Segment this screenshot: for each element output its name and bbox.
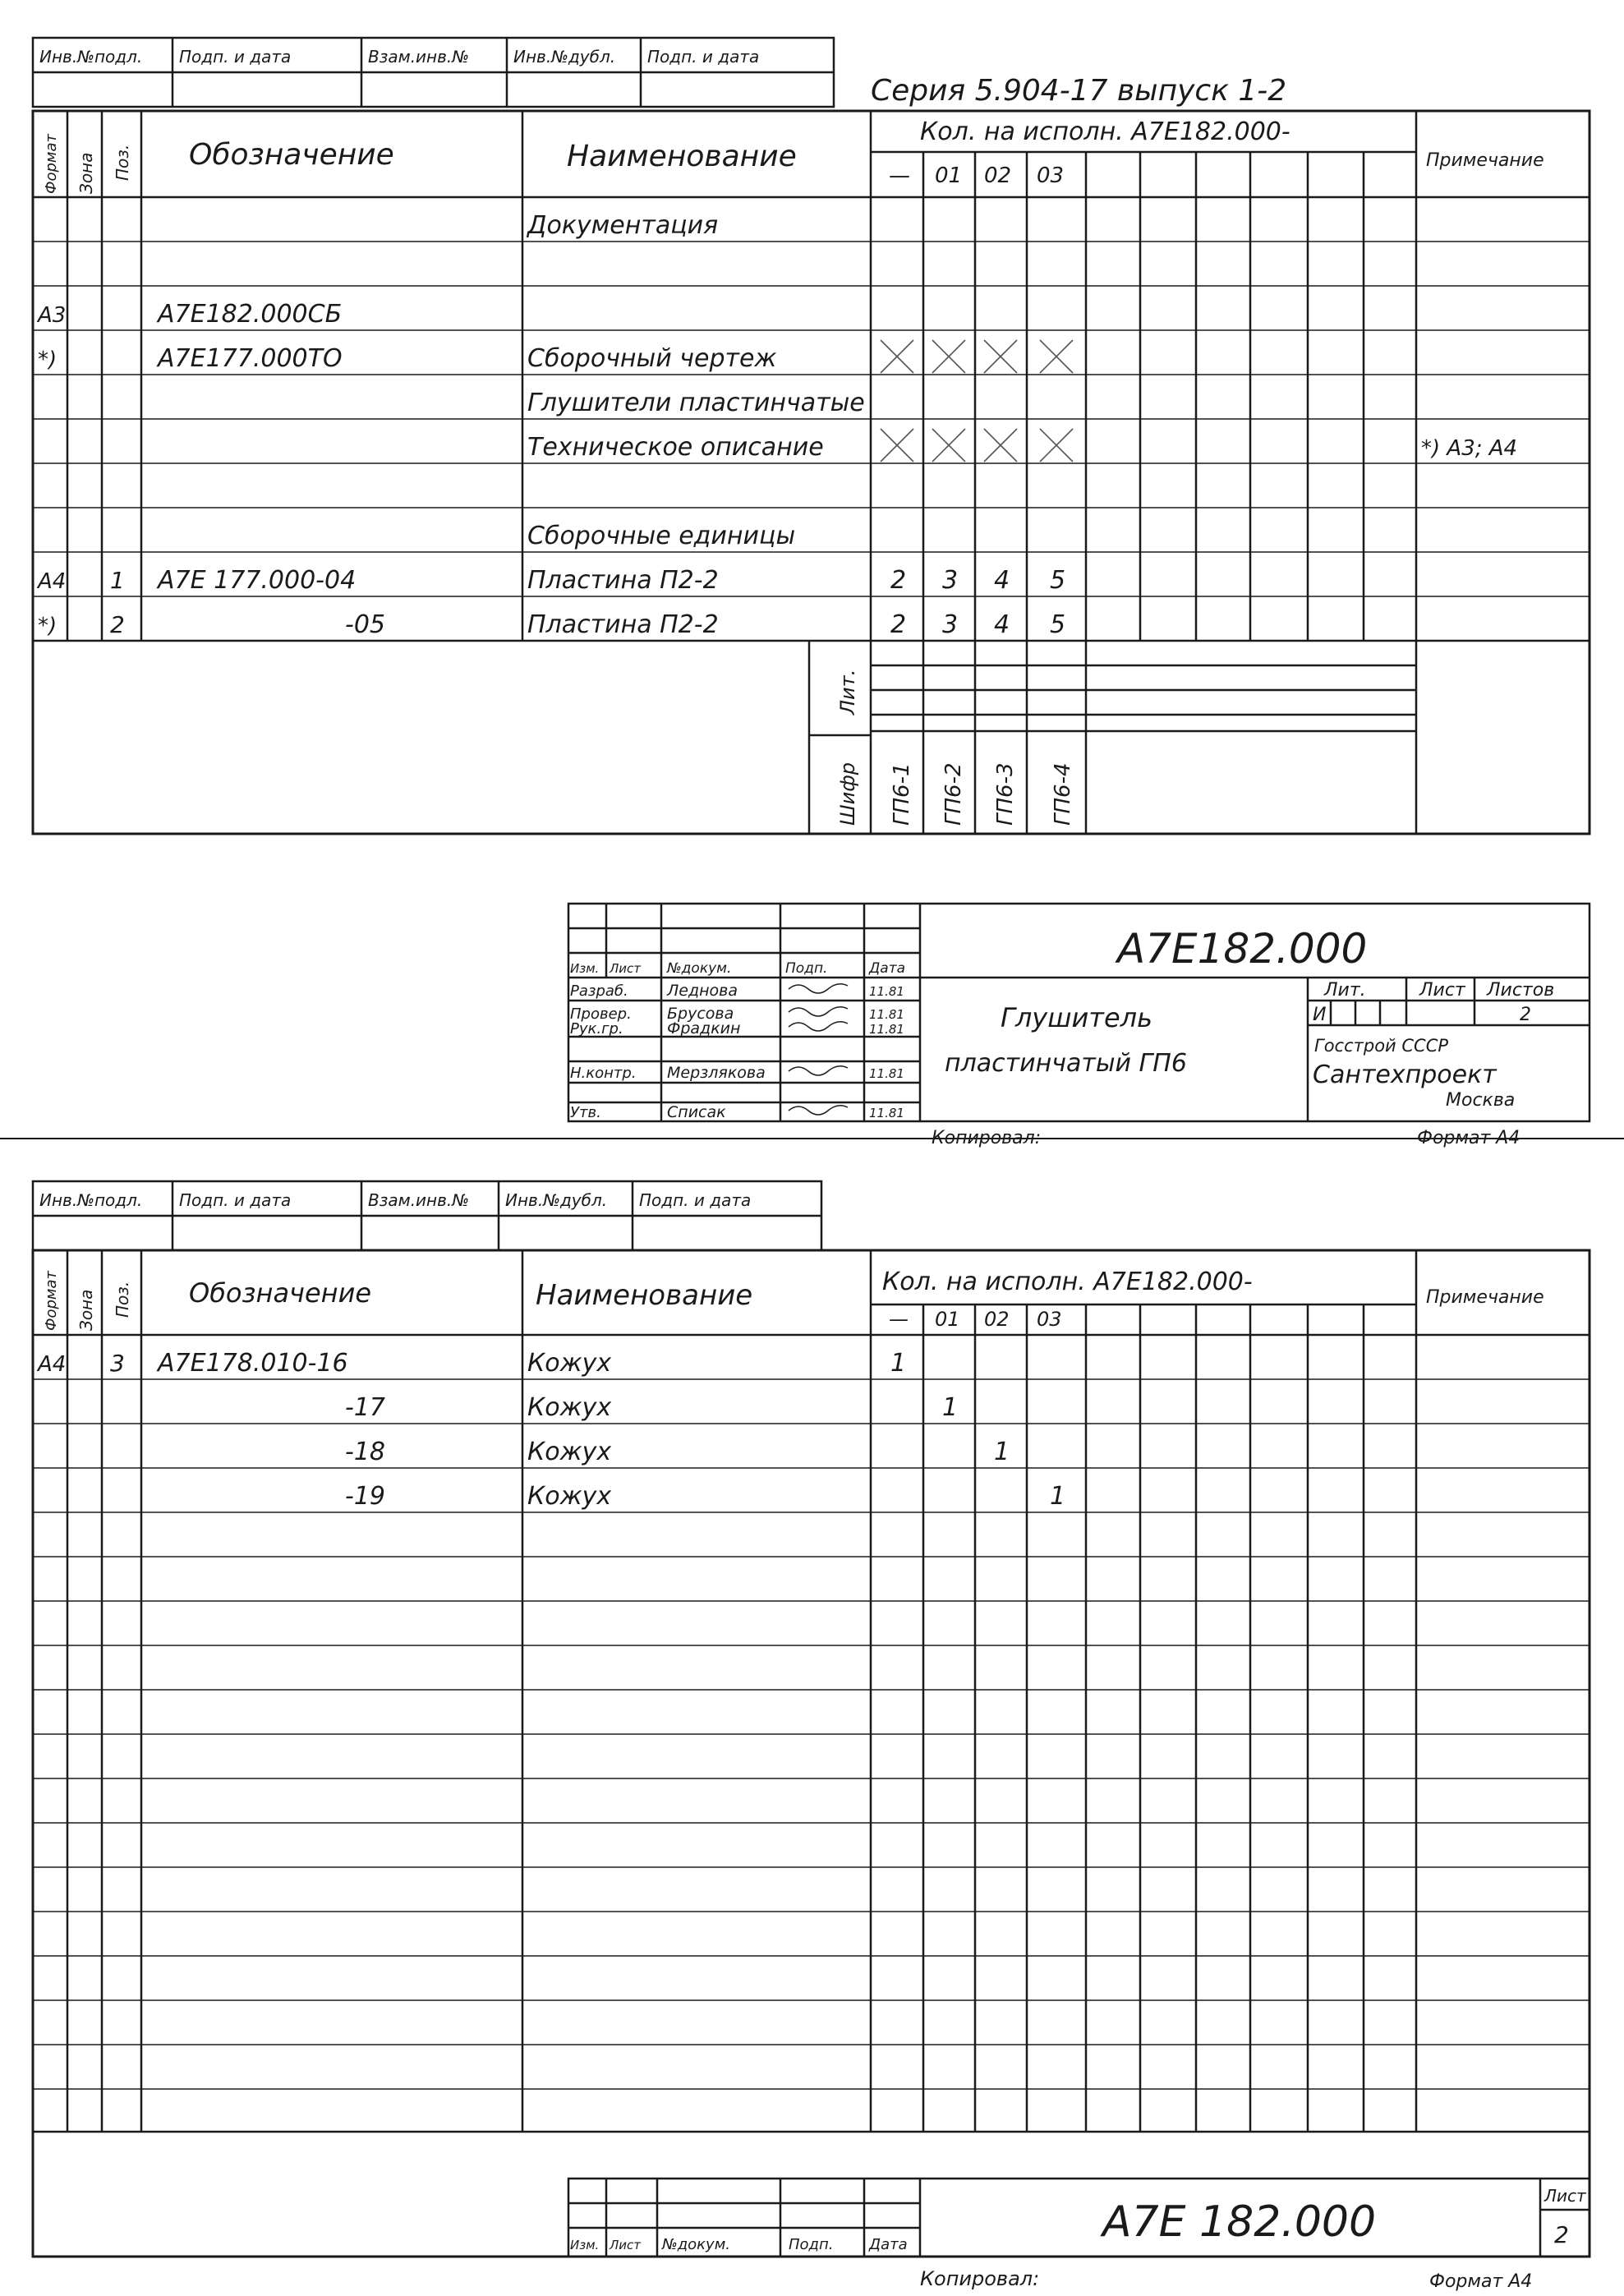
org-line2: Сантехпроект <box>1313 1061 1497 1089</box>
row-designation: -19 <box>345 1482 385 1511</box>
series-line: Серия 5.904-17 выпуск 1-2 <box>871 74 1287 108</box>
header2-note: Примечание <box>1426 1287 1544 1308</box>
row-pos: 3 <box>110 1350 125 1377</box>
sig-role: Н.контр. <box>570 1065 637 1082</box>
row-name: Глушители пластинчатые <box>527 389 865 417</box>
sig-date: 11.81 <box>869 1066 904 1081</box>
row-qty-3: 5 <box>1050 610 1066 639</box>
header2-variant-1: 01 <box>935 1308 960 1331</box>
row-name: Документация <box>527 211 719 240</box>
row-designation: А7Е182.000СБ <box>158 300 343 329</box>
row-qty-1: 3 <box>942 610 959 639</box>
format2-label: Формат А4 <box>1429 2271 1533 2292</box>
title-sheet-header: Лист <box>1419 980 1465 1001</box>
row-format: А4 <box>38 569 67 594</box>
sig-header-podp: Подп. <box>785 960 828 977</box>
title-code: А7Е182.000 <box>1117 925 1368 973</box>
sig2-header-izm: Изм. <box>570 2238 600 2252</box>
row-name: Кожух <box>527 1349 612 1378</box>
stamp-podp-data: Подп. и дата <box>179 47 292 67</box>
stamp2-podp-data: Подп. и дата <box>179 1190 292 1210</box>
row-designation: -18 <box>345 1438 385 1466</box>
row-qty-0: 2 <box>890 566 907 595</box>
sig-date: 11.81 <box>869 1022 904 1037</box>
sig2-header-podp: Подп. <box>789 2236 834 2253</box>
title-name-line1: Глушитель <box>1001 1002 1152 1033</box>
sig2-header-data: Дата <box>869 2236 908 2253</box>
sig-person: Фрадкин <box>667 1019 741 1038</box>
header-variant-3: 03 <box>1037 163 1065 188</box>
row-format: *) <box>38 614 58 638</box>
shifr-value-4: ГП6-4 <box>1051 762 1075 826</box>
row-qty-2: 1 <box>994 1438 1010 1466</box>
row-designation: -17 <box>345 1393 385 1422</box>
header2-pos: Поз. <box>113 1281 132 1318</box>
shifr-label: Шифр <box>836 761 859 826</box>
sig-header-izm: Изм. <box>570 961 600 976</box>
row-name: Сборочные единицы <box>527 522 796 550</box>
sig-header-doc: №докум. <box>667 960 732 977</box>
row-qty-1: 3 <box>942 566 959 595</box>
sig-person: Брусова <box>667 1005 734 1023</box>
sig-person: Мерзлякова <box>667 1064 766 1082</box>
row-name: Кожух <box>527 1393 612 1422</box>
header-qty-title: Кол. на исполн. А7Е182.000- <box>920 117 1290 146</box>
sig-role: Разраб. <box>570 982 628 1000</box>
shifr-value-1: ГП6-1 <box>890 762 914 826</box>
sig-date: 11.81 <box>869 1106 904 1120</box>
sig-date: 11.81 <box>869 984 904 999</box>
stamp2-podp-data-2: Подп. и дата <box>639 1190 752 1210</box>
sig-person: Леднова <box>667 982 738 1000</box>
row-note: *) А3; А4 <box>1421 436 1518 461</box>
header-pos: Поз. <box>113 144 132 181</box>
stamp-podp-data-2: Подп. и дата <box>647 47 760 67</box>
header-note: Примечание <box>1426 150 1544 171</box>
title2-sheet-value: 2 <box>1554 2221 1569 2248</box>
row-name: Техническое описание <box>527 433 824 462</box>
row-qty-3: 5 <box>1050 566 1066 595</box>
title-lit-header: Лит. <box>1324 980 1366 1001</box>
header2-format: Формат <box>43 1270 60 1331</box>
header-variant-1: 01 <box>935 163 963 188</box>
row-name: Сборочный чертеж <box>527 344 777 373</box>
row-format: А3 <box>38 303 67 328</box>
header-variant-0: — <box>889 163 910 188</box>
header-name: Наименование <box>567 140 797 173</box>
row-pos: 2 <box>110 611 125 638</box>
row-qty-3: 1 <box>1050 1482 1066 1511</box>
stamp2-inv-dubl: Инв.№дубл. <box>505 1190 608 1210</box>
sig-role: Утв. <box>570 1104 601 1121</box>
header-designation: Обозначение <box>189 138 394 172</box>
title2-code: А7Е 182.000 <box>1102 2197 1377 2247</box>
header-variant-2: 02 <box>984 163 1012 188</box>
header2-variant-0: — <box>889 1308 909 1331</box>
sig-person: Списак <box>667 1103 726 1121</box>
stamp-inv-dubl: Инв.№дубл. <box>513 47 616 67</box>
header-format: Формат <box>43 133 60 194</box>
row-designation: А7Е 177.000-04 <box>158 566 357 595</box>
title2-sheet-header: Лист <box>1544 2186 1586 2206</box>
row-name: Пластина П2-2 <box>527 610 719 639</box>
stamp2-inv-podl: Инв.№подл. <box>39 1190 143 1210</box>
row-name: Пластина П2-2 <box>527 566 719 595</box>
title-sheets-header: Листов <box>1487 980 1555 1001</box>
org-line3: Москва <box>1446 1090 1516 1111</box>
row-name: Кожух <box>527 1482 612 1511</box>
title-lit-value: И <box>1313 1005 1327 1025</box>
sig-header-list: Лист <box>610 961 642 976</box>
sig2-header-list: Лист <box>610 2238 642 2252</box>
row-pos: 1 <box>110 567 125 594</box>
sig-role: Провер. <box>570 1005 632 1023</box>
shifr-value-3: ГП6-3 <box>993 762 1018 826</box>
header-zone: Зона <box>76 152 96 194</box>
header2-zone: Зона <box>76 1289 96 1331</box>
title-sheets-value: 2 <box>1520 1005 1531 1025</box>
header2-name: Наименование <box>536 1279 753 1312</box>
row-designation: А7Е178.010-16 <box>158 1349 348 1378</box>
header2-qty-title: Кол. на исполн. А7Е182.000- <box>882 1268 1253 1296</box>
copied-label: Копировал: <box>932 1128 1042 1148</box>
sig-date: 11.81 <box>869 1007 904 1022</box>
sig-role: Рук.гр. <box>570 1020 623 1038</box>
lit-label: Лит. <box>836 669 859 715</box>
row-format: *) <box>38 347 58 372</box>
row-qty-2: 4 <box>994 566 1010 595</box>
format-label: Формат А4 <box>1417 1128 1520 1148</box>
row-qty-0: 1 <box>890 1349 907 1378</box>
row-qty-2: 4 <box>994 610 1010 639</box>
stamp-vzam-inv: Взам.инв.№ <box>368 47 470 67</box>
row-designation: А7Е177.000ТО <box>158 344 343 373</box>
stamp-inv-podl: Инв.№подл. <box>39 47 143 67</box>
stamp2-vzam-inv: Взам.инв.№ <box>368 1190 470 1210</box>
row-name: Кожух <box>527 1438 612 1466</box>
sig2-header-doc: №докум. <box>662 2236 731 2253</box>
header2-variant-2: 02 <box>984 1308 1010 1331</box>
org-line1: Госстрой СССР <box>1314 1036 1449 1056</box>
row-format: А4 <box>38 1352 67 1377</box>
sig-header-data: Дата <box>869 960 906 977</box>
copied2-label: Копировал: <box>920 2267 1040 2290</box>
shifr-value-2: ГП6-2 <box>941 762 966 826</box>
title-name-line2: пластинчатый ГП6 <box>945 1049 1187 1078</box>
header2-designation: Обозначение <box>189 1277 372 1309</box>
row-designation: -05 <box>345 610 385 639</box>
row-qty-1: 1 <box>942 1393 959 1422</box>
header2-variant-3: 03 <box>1037 1308 1062 1331</box>
row-qty-0: 2 <box>890 610 907 639</box>
